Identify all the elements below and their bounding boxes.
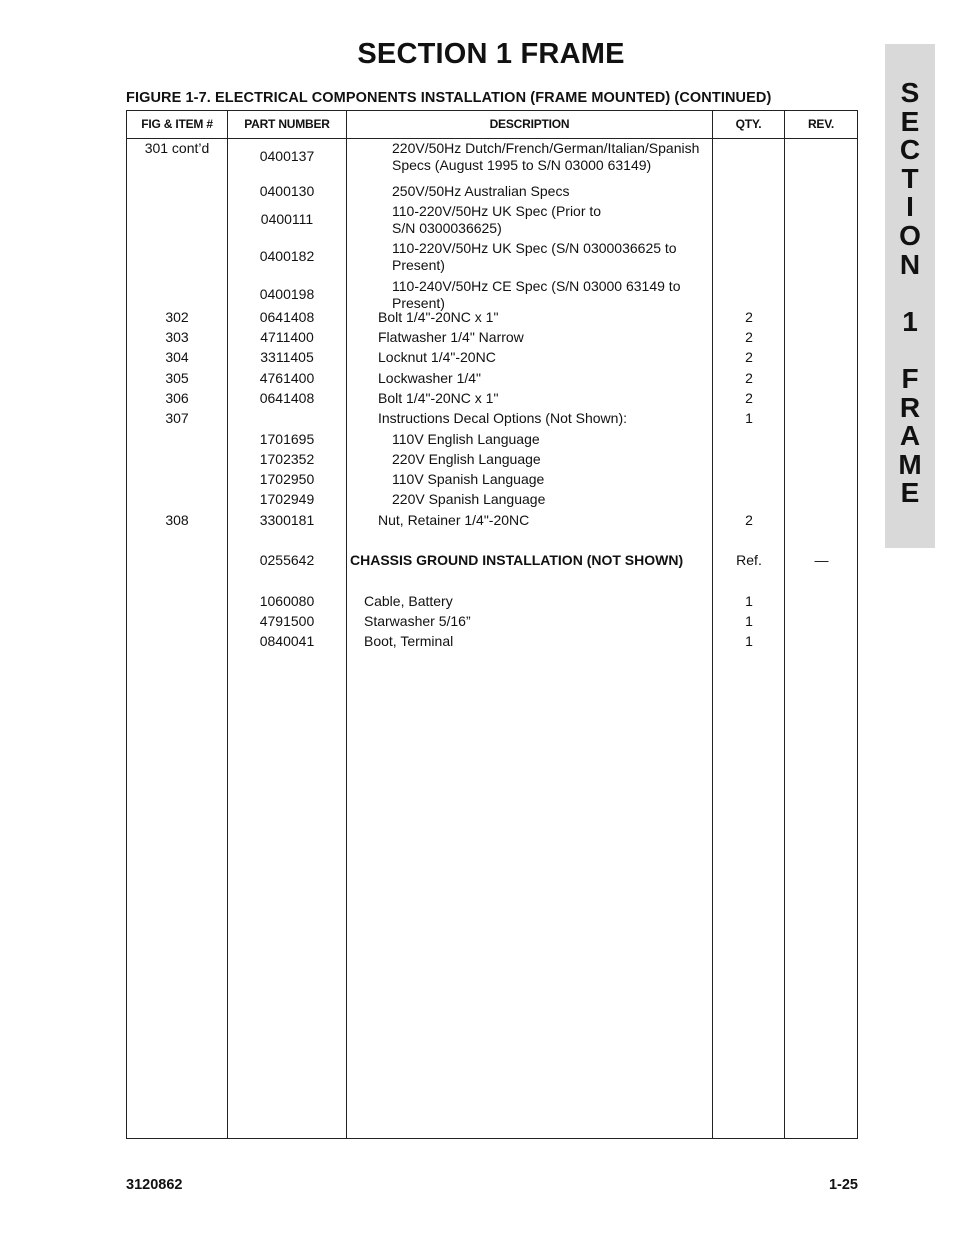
- header-description: DESCRIPTION: [489, 117, 570, 131]
- quantity-cell: 1: [745, 410, 753, 426]
- side-tab-letter: N: [899, 248, 921, 280]
- side-tab-letter: M: [898, 448, 922, 480]
- description-cell: [347, 183, 707, 200]
- section-title: SECTION 1 FRAME: [357, 38, 625, 70]
- description-cell: [347, 329, 707, 346]
- quantity-cell: 2: [745, 370, 753, 386]
- part-number-cell: 0641408: [259, 390, 315, 406]
- part-number-cell: 1702352: [259, 451, 315, 467]
- part-number-cell: 3300181: [259, 512, 315, 528]
- quantity-cell: 1: [745, 593, 753, 609]
- part-number-cell: 0400182: [259, 248, 315, 264]
- side-tab-letter: [885, 279, 935, 308]
- description-text: 250V/50Hz Australian Specs: [392, 183, 570, 199]
- parts-table: [126, 110, 858, 1139]
- description-text: 220V/50Hz Dutch/French/German/Italian/Spanish Specs (August 1995 to S/N 03000 63149): [392, 140, 700, 173]
- description-cell: [347, 593, 707, 610]
- side-tab-letter: E: [900, 477, 920, 509]
- section-side-tab: [885, 44, 935, 548]
- description-cell: [347, 370, 707, 387]
- description-text: 110V Spanish Language: [392, 471, 545, 487]
- description-cell: [347, 309, 707, 326]
- item-number-cell: 308: [165, 512, 189, 528]
- part-number-cell: 0400130: [259, 183, 315, 199]
- side-tab-letter: S: [900, 77, 920, 108]
- header-item: FIG & ITEM #: [141, 117, 213, 131]
- description-cell: [347, 349, 707, 366]
- quantity-cell: 1: [745, 613, 753, 629]
- side-tab-letter: O: [899, 219, 921, 251]
- description-cell: [347, 613, 707, 630]
- header-divider: [127, 138, 857, 139]
- description-cell: [347, 471, 707, 488]
- part-number-cell: 1701695: [259, 431, 315, 447]
- quantity-cell: 2: [745, 349, 753, 365]
- description-text: CHASSIS GROUND INSTALLATION (NOT SHOWN): [350, 552, 684, 568]
- description-text: 220V Spanish Language: [392, 491, 546, 507]
- part-number-cell: 1702949: [259, 491, 315, 507]
- description-text: Cable, Battery: [364, 593, 453, 609]
- side-tab-letter: F: [901, 362, 919, 394]
- page-number: 1-25: [828, 1177, 858, 1193]
- part-number-cell: 0840041: [259, 633, 315, 649]
- revision-cell: —: [814, 552, 829, 568]
- quantity-cell: 2: [745, 390, 753, 406]
- part-number-cell: 1060080: [259, 593, 315, 609]
- part-number-cell: 1702950: [259, 471, 315, 487]
- description-cell: [347, 451, 707, 468]
- side-tab-letter: R: [899, 391, 921, 423]
- description-cell: [347, 140, 707, 174]
- description-text: 220V English Language: [392, 451, 541, 467]
- description-text: Boot, Terminal: [364, 633, 454, 649]
- side-tab-letter: I: [906, 191, 914, 223]
- side-tab-letter: [885, 336, 935, 365]
- description-cell: [347, 512, 707, 529]
- part-number-cell: 4791500: [259, 613, 315, 629]
- item-number-cell: 306: [165, 390, 189, 406]
- item-number-cell: 301 cont’d: [144, 140, 210, 156]
- column-divider: [712, 111, 713, 1138]
- header-part-number: PART NUMBER: [244, 117, 330, 131]
- quantity-cell: 2: [745, 329, 753, 345]
- item-number-cell: 303: [165, 329, 189, 345]
- side-tab-letter: E: [900, 105, 920, 137]
- quantity-cell: Ref.: [736, 552, 762, 568]
- description-cell: [347, 410, 707, 427]
- side-tab-letter: 1: [902, 305, 918, 337]
- part-number-cell: 4711400: [260, 329, 314, 345]
- part-number-cell: 4761400: [259, 370, 315, 386]
- description-text: 110-220V/50Hz UK Spec (Prior to S/N 0300036625): [392, 203, 602, 236]
- part-number-cell: 0641408: [259, 309, 315, 325]
- side-tab-letter: C: [899, 134, 921, 166]
- description-cell: [347, 278, 707, 312]
- header-qty: QTY.: [735, 117, 762, 131]
- description-text: Locknut 1/4"-20NC: [378, 349, 496, 365]
- part-number-cell: 0400137: [259, 148, 315, 164]
- item-number-cell: 302: [165, 309, 189, 325]
- description-text: 110-220V/50Hz UK Spec (S/N 0300036625 to Present): [392, 240, 677, 273]
- item-number-cell: 307: [165, 410, 189, 426]
- description-text: Starwasher 5/16”: [364, 613, 471, 629]
- quantity-cell: 2: [745, 309, 753, 325]
- side-tab-letters: [885, 79, 935, 508]
- column-divider: [784, 111, 785, 1138]
- part-number-cell: 3311405: [260, 349, 314, 365]
- part-number-cell: 0400111: [260, 211, 314, 227]
- part-number-cell: 0255642: [259, 552, 315, 568]
- description-cell: [347, 552, 707, 569]
- description-text: Lockwasher 1/4": [378, 370, 482, 386]
- header-rev: REV.: [807, 117, 835, 131]
- description-cell: [347, 633, 707, 650]
- item-number-cell: 305: [165, 370, 189, 386]
- description-text: Nut, Retainer 1/4"-20NC: [378, 512, 530, 528]
- description-cell: [347, 390, 707, 407]
- description-text: Flatwasher 1/4" Narrow: [378, 329, 524, 345]
- description-text: 110V English Language: [392, 431, 540, 447]
- description-cell: [347, 240, 707, 274]
- description-text: Bolt 1/4"-20NC x 1": [378, 309, 499, 325]
- document-number: 3120862: [126, 1177, 183, 1193]
- description-text: 110-240V/50Hz CE Spec (S/N 03000 63149 to Present): [392, 278, 681, 311]
- description-text: Instructions Decal Options (Not Shown):: [378, 410, 627, 426]
- description-cell: [347, 491, 707, 508]
- quantity-cell: 2: [745, 512, 753, 528]
- figure-caption: FIGURE 1-7. ELECTRICAL COMPONENTS INSTALLATION (FRAME MOUNTED) (CONTINUED): [126, 90, 772, 106]
- description-cell: [347, 431, 707, 448]
- quantity-cell: 1: [745, 633, 753, 649]
- description-text: Bolt 1/4"-20NC x 1": [378, 390, 499, 406]
- part-number-cell: 0400198: [259, 286, 315, 302]
- side-tab-letter: T: [901, 162, 919, 194]
- side-tab-letter: A: [899, 420, 921, 452]
- item-number-cell: 304: [165, 349, 189, 365]
- description-cell: [347, 203, 707, 237]
